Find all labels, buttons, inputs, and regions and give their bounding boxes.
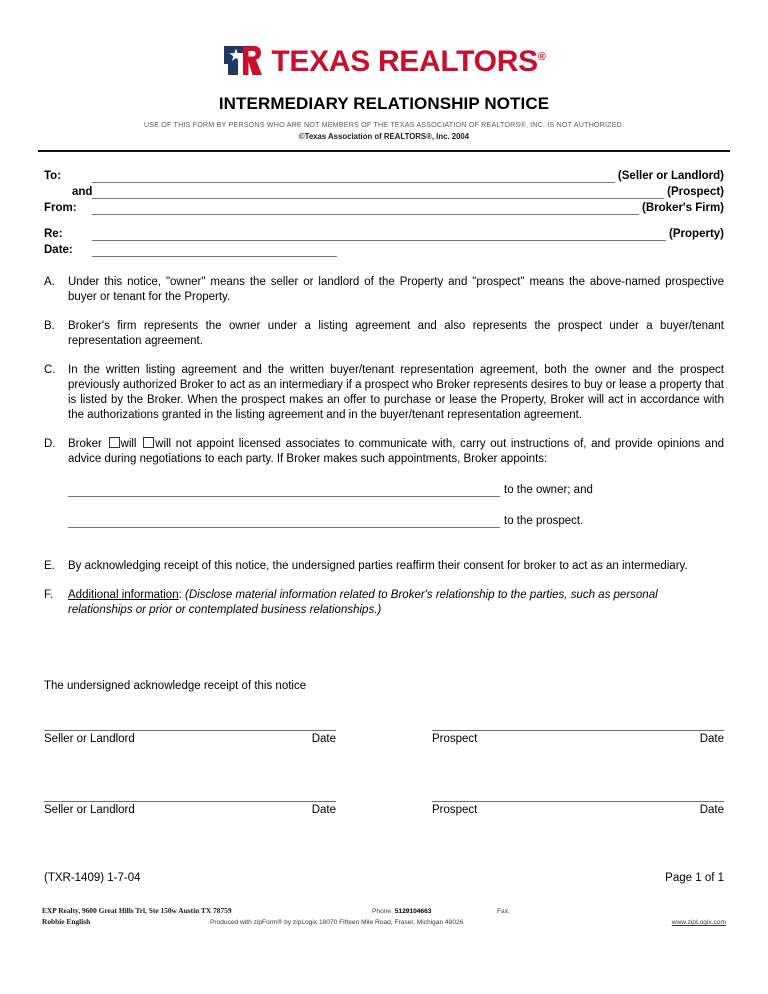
tag-prospect: (Prospect): [667, 186, 724, 198]
clause-d: [44, 437, 724, 545]
appointee-prospect-label: to the prospect.: [504, 515, 584, 527]
clause-a-letter: A.: [44, 276, 55, 288]
clause-f-colon: :: [178, 589, 182, 601]
field-row-and: [44, 183, 724, 199]
footer-ziplogix-link[interactable]: www.zipLogix.com: [671, 919, 726, 926]
tag-brokers-firm: (Broker's Firm): [642, 202, 724, 214]
clause-d-lead: Broker: [68, 438, 102, 450]
checkbox-will-not-label: will not: [155, 438, 192, 450]
signature-row-2: [44, 801, 724, 816]
appointee-owner-row: [68, 483, 724, 497]
copyright-notice: ©Texas Association of REALTORS®, Inc. 2004: [298, 132, 470, 141]
brand-header: [0, 0, 768, 82]
field-spacer: [44, 215, 724, 224]
page-indicator: Page 1 of 1: [665, 872, 724, 884]
field-row-from: [44, 199, 724, 215]
appointee-block: [68, 483, 724, 528]
caption-seller-or-landlord-2: Seller or Landlord: [44, 804, 135, 816]
input-to[interactable]: [92, 168, 615, 183]
clause-f-body: [68, 588, 724, 618]
label-re: Re:: [44, 228, 63, 240]
usage-disclaimer: USE OF THIS FORM BY PERSONS WHO ARE NOT MEMBERS OF THE TEXAS ASSOCIATION OF REALTORS®, INC. IS NOT AUTHORIZED.: [143, 120, 625, 129]
input-and-prospect[interactable]: [92, 184, 664, 199]
checkbox-will-not[interactable]: [143, 437, 154, 448]
input-from[interactable]: [92, 200, 639, 215]
signature-block-seller-1: [44, 730, 336, 745]
caption-seller-or-landlord-1: Seller or Landlord: [44, 733, 135, 745]
clause-e: [44, 559, 724, 574]
signature-row-1: [44, 730, 724, 745]
footer-broker-address: EXP Realty, 9600 Great Hills Trl, Ste 150w Austin TX 78759: [42, 906, 232, 915]
footer-row-produced: [42, 917, 726, 928]
tag-seller-or-landlord: (Seller or Landlord): [617, 170, 724, 182]
input-appointee-owner[interactable]: [68, 483, 500, 497]
brand-wordmark: TEXAS REALTORS®: [271, 44, 546, 78]
page-title: INTERMEDIARY RELATIONSHIP NOTICE: [218, 94, 550, 113]
signature-block-prospect-1: [432, 730, 724, 745]
caption-prospect-2: Prospect: [432, 804, 478, 816]
clause-list: [44, 275, 724, 618]
footer-fax: Fax:: [497, 908, 510, 915]
clause-f: [44, 588, 724, 618]
tag-property: (Property): [669, 228, 724, 240]
footer-phone-value: 5129104663: [394, 908, 432, 915]
label-from: From:: [44, 202, 77, 214]
caption-prospect-1: Prospect: [432, 733, 478, 745]
input-re-property[interactable]: [92, 226, 666, 241]
texas-realtors-logo: [222, 44, 545, 77]
caption-date-prospect-1: Date: [699, 733, 724, 745]
header-divider: [38, 150, 730, 152]
label-and: and: [72, 186, 93, 198]
signature-caption-prospect-1: [432, 731, 724, 745]
clause-d-letter: D.: [44, 438, 56, 450]
texas-realtors-logo-icon: [222, 44, 262, 77]
label-date: Date:: [44, 244, 73, 256]
field-row-date: [44, 241, 724, 257]
checkbox-will-label: will: [120, 438, 137, 450]
footer-agent-name: Robbie English: [42, 917, 91, 926]
clause-b: [44, 319, 724, 349]
clause-e-letter: E.: [44, 560, 55, 572]
clause-f-letter: F.: [44, 589, 53, 601]
caption-date-prospect-2: Date: [699, 804, 724, 816]
signature-block-prospect-2: [432, 801, 724, 816]
label-to: To:: [44, 170, 62, 182]
clause-c-text: In the written listing agreement and the written buyer/tenant representation agreement, both the owner and the prospect previously authorized Broker to act as an intermediary if a prospect who Broker represents desires to buy or lease a property that is listed by the Broker. When the prospect makes an offer to purchase or lease the Property, Broker will act in accordance with the authorizations granted in the listing agreement and in the buyer/tenant representation agreement.: [68, 364, 724, 421]
footer-row-broker: [42, 906, 726, 917]
signature-block-seller-2: [44, 801, 336, 816]
clause-d-text-after: appoint licensed associates to communicate with, carry out instructions of, and provide opinions and advice during negotiations to each party. If Broker makes such appointments, Broker appoints:: [68, 438, 724, 465]
appointee-prospect-row: [68, 514, 724, 528]
clause-b-text: Broker's firm represents the owner under a listing agreement and also represents the prospect under a buyer/tenant representation agreement.: [68, 320, 724, 347]
clause-e-text: By acknowledging receipt of this notice, the undersigned parties reaffirm their consent for broker to act as an intermediary.: [68, 560, 688, 572]
footer-phone: Phone: 5129104663: [372, 908, 432, 915]
caption-date-seller-2: Date: [311, 804, 336, 816]
input-date[interactable]: [92, 242, 337, 257]
field-row-re: [44, 224, 724, 241]
input-appointee-prospect[interactable]: [68, 514, 500, 528]
clause-f-heading: Additional information: [68, 589, 179, 601]
clause-f-italic-text: (Disclose material information related to Broker's relationship to the parties, such as personal relationships or prior or contemplated business relationships.): [68, 589, 658, 616]
signature-caption-seller-1: [44, 731, 336, 745]
signature-caption-prospect-2: [432, 802, 724, 816]
clause-c-letter: C.: [44, 364, 56, 376]
caption-date-seller-1: Date: [311, 733, 336, 745]
form-meta-row: [44, 872, 724, 884]
footer-produced-text: Produced with zipForm® by zipLogix 18070 Fifteen Mile Road, Fraser, Michigan 48026: [210, 919, 464, 926]
clause-a: [44, 275, 724, 305]
signature-caption-seller-2: [44, 802, 336, 816]
clause-d-body: [68, 437, 724, 545]
transaction-footer: [42, 906, 726, 928]
signature-grid: [44, 730, 724, 816]
checkbox-will[interactable]: [109, 437, 120, 448]
party-fields: [44, 166, 724, 257]
registered-mark: ®: [537, 50, 546, 63]
clause-b-letter: B.: [44, 320, 55, 332]
form-number: (TXR-1409) 1-7-04: [44, 872, 141, 884]
clause-c: [44, 363, 724, 423]
acknowledgement-text: The undersigned acknowledge receipt of this notice: [44, 680, 307, 692]
clause-a-text: Under this notice, "owner" means the seller or landlord of the Property and "prospect" means the above-named prospective buyer or tenant for the Property.: [68, 276, 724, 303]
appointee-owner-label: to the owner; and: [504, 484, 593, 496]
field-row-to: [44, 166, 724, 183]
